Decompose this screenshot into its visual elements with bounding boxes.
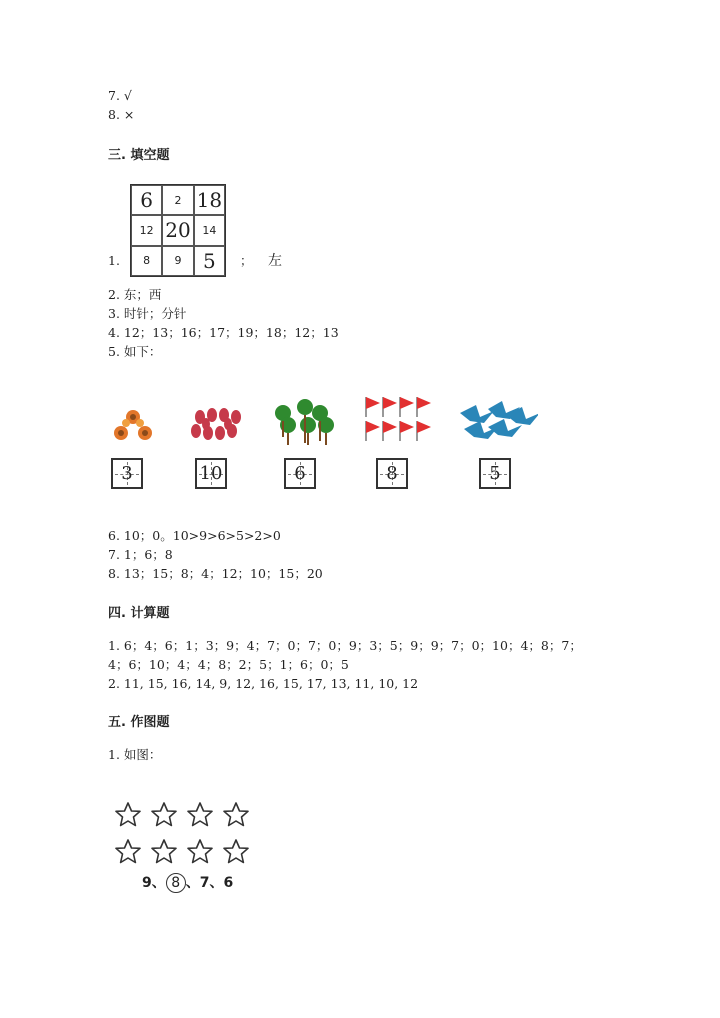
answer-3: 3. 时针；分针 bbox=[108, 306, 187, 321]
paper-crane-cluster-icon bbox=[460, 401, 538, 439]
circled-number: 8 bbox=[166, 873, 186, 893]
count-value: 3 bbox=[121, 463, 133, 484]
drawing-answer-1: 1. 如图： bbox=[108, 747, 162, 762]
count-value: 8 bbox=[386, 463, 398, 484]
calc-answer-1-line2: 4；6；10；4；4；8；2；5；1；6；0；5 bbox=[108, 657, 349, 672]
grid-cell: 18 bbox=[194, 185, 225, 215]
q1-separator: ； bbox=[240, 253, 253, 268]
tree-cluster-icon bbox=[275, 399, 334, 445]
q1-label: 1. bbox=[108, 253, 120, 268]
count-value: 6 bbox=[294, 463, 306, 484]
star-icon bbox=[224, 803, 248, 826]
flower-cluster-icon bbox=[114, 410, 152, 440]
count-box-strawberries bbox=[195, 458, 227, 489]
grid-cell: 20 bbox=[162, 215, 193, 245]
flag-cluster-icon bbox=[366, 397, 431, 441]
grid-cell: 8 bbox=[131, 246, 162, 276]
answer-5: 5. 如下： bbox=[108, 344, 162, 359]
counting-pictures bbox=[108, 395, 538, 450]
star-icon bbox=[116, 840, 140, 863]
count-box-flags bbox=[376, 458, 408, 489]
answer-6: 6. 10；0。10>9>6>5>2>0 bbox=[108, 528, 281, 543]
grid-cell: 14 bbox=[194, 215, 225, 245]
calc-answer-2: 2. 11, 15, 16, 14, 9, 12, 16, 15, 17, 13, 11, 10, 12 bbox=[108, 676, 419, 691]
star-icon bbox=[224, 840, 248, 863]
grid-cell: 6 bbox=[131, 185, 162, 215]
answer-8-fill: 8. 13；15；8；4；12；10；15；20 bbox=[108, 566, 323, 581]
section-title-calculation: 四. 计算题 bbox=[108, 606, 170, 621]
star-drawing bbox=[110, 798, 260, 870]
grid-cell: 9 bbox=[162, 246, 193, 276]
answer-8: 8. × bbox=[108, 107, 135, 122]
star-count-label bbox=[142, 872, 233, 893]
answer-4: 4. 12；13；16；17；19；18；12；13 bbox=[108, 325, 339, 340]
strawberry-cluster-icon bbox=[191, 408, 241, 440]
grid-cell: 12 bbox=[131, 215, 162, 245]
label-before: 9、 bbox=[142, 875, 166, 891]
label-after: 、7、6 bbox=[185, 875, 234, 891]
count-box-cranes bbox=[479, 458, 511, 489]
section-title-fill-blank: 三. 填空题 bbox=[108, 148, 170, 163]
section-title-drawing: 五. 作图题 bbox=[108, 715, 170, 730]
number-grid bbox=[130, 184, 226, 277]
star-icon bbox=[188, 840, 212, 863]
q1-answer: 左 bbox=[268, 253, 282, 269]
star-icon bbox=[116, 803, 140, 826]
count-box-trees bbox=[284, 458, 316, 489]
answer-7: 7. √ bbox=[108, 88, 132, 103]
count-value: 5 bbox=[489, 463, 501, 484]
grid-cell: 2 bbox=[162, 185, 193, 215]
answer-7-fill: 7. 1；6；8 bbox=[108, 547, 173, 562]
star-icon bbox=[152, 840, 176, 863]
star-icon bbox=[188, 803, 212, 826]
star-icon bbox=[152, 803, 176, 826]
calc-answer-1-line1: 1. 6；4；6；1；3；9；4；7；0；7；0；9；3；5；9；9；7；0；10；4；8；7； bbox=[108, 638, 582, 653]
count-box-flowers bbox=[111, 458, 143, 489]
answer-2: 2. 东；西 bbox=[108, 287, 162, 302]
grid-cell: 5 bbox=[194, 246, 225, 276]
count-value: 10 bbox=[199, 463, 223, 484]
